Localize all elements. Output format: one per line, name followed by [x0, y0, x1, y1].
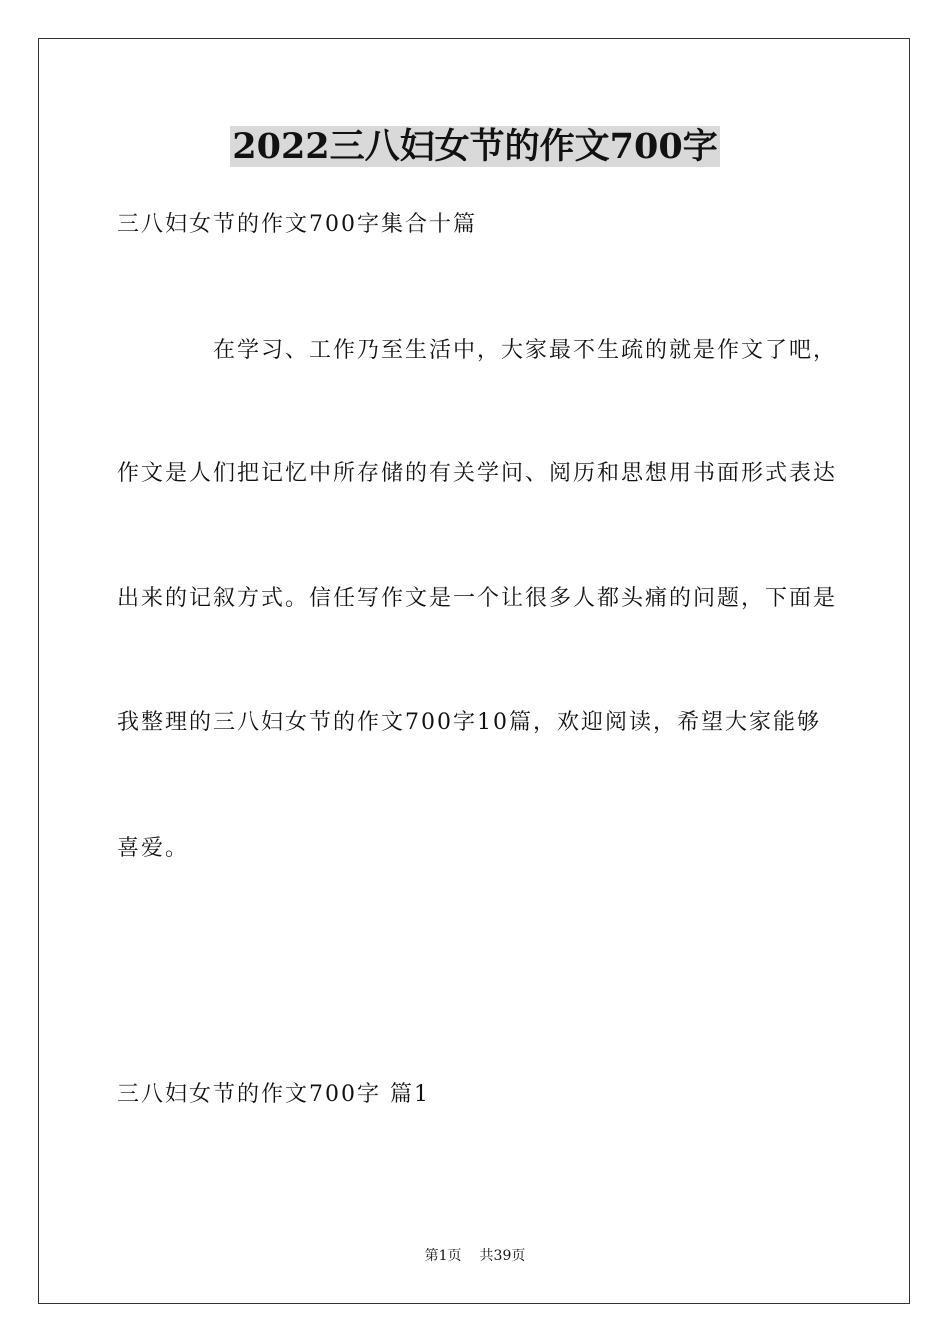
- page-number-current: 第1页: [424, 1248, 462, 1264]
- paragraph-line-2: 作文是人们把记忆中所存储的有关学问、阅历和思想用书面形式表达: [117, 461, 838, 486]
- page-footer: [0, 1246, 950, 1266]
- paragraph-line-3: 出来的记叙方式。信任写作文是一个让很多人都头痛的问题，下面是: [117, 586, 838, 611]
- section-heading: 三八妇女节的作文700字 篇1: [117, 1082, 430, 1107]
- paragraph-line-5: 喜爱。: [117, 836, 190, 861]
- document-title: [0, 126, 950, 168]
- document-subtitle: 三八妇女节的作文700字集合十篇: [117, 212, 477, 237]
- paragraph-line-4: 我整理的三八妇女节的作文700字10篇，欢迎阅读，希望大家能够: [117, 710, 821, 735]
- page-number-total: 共39页: [479, 1248, 526, 1264]
- paragraph-line-1: 在学习、工作乃至生活中，大家最不生疏的就是作文了吧，: [213, 338, 838, 363]
- document-title-text: 2022三八妇女节的作文700字: [232, 126, 718, 167]
